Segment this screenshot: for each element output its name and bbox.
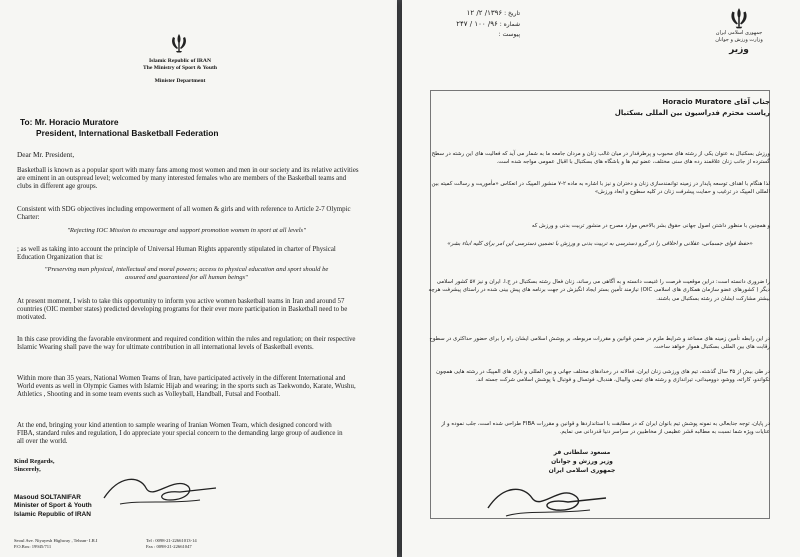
paragraph-3-fa: و همچنین با منظور داشتن اصول جهانی حقوق بشر بالاخص موارد مصرح در منشور تربیت بدنی و ورزش که [531, 223, 770, 229]
number-value: ۹۶/ ۱۰۰ / ۲۴۷ [456, 20, 498, 28]
paragraph-6: Within more than 35 years, National Women Teams of Iran, have participated actively in the different International and World events as well in Olympic Games with Islamic Hijab and wearing; in the sports such as Taekwondo, Karate, Wushu, Athletics , Shooting and in some team events such as Volleyball, Handball, Futsal and Football. [17, 375, 356, 399]
signatory-name: Masoud SOLTANIFAR [14, 494, 81, 501]
paragraph-4-fa: را ضروری دانسته است: دراین موقعیت فرصت را غنیمت دانسته و به آگاهی می رساند، زنان فعال رشته بسکتبال در ج.ا. ایران و نیز ۵۷ کشور اسلامی دیگر ( کشورهای عضو سازمان همکاری های اسلامی OIC) نیازمند تأمین بستر ایجاد انگیزش در جهت برنامه های پیش بینی شده در راستای پیشرفت هرچه بیشتر مشارکت ایشان در رشته بسکتبال می باشند. [428, 279, 770, 302]
recipient-block-fa [470, 97, 770, 119]
iran-emblem-icon [727, 6, 751, 30]
signatory-country: Islamic Republic of IRAN [14, 510, 91, 518]
footer-tel: Tel : 0098-21-22661013-14 [146, 538, 197, 543]
footer-address-line: Seoul Ave. Niyayesh Highway , Tehran- I.R.I [14, 538, 98, 543]
closing-sincerely: Sincerely, [14, 466, 41, 474]
footer-pobox: P.O.Box: 19945/711 [14, 543, 52, 549]
paragraph-1: Basketball is known as a popular sport with many fans among most women and men in our society and its relative activities are eminent in an outspread level; welcomed by many interested females who are members of the Basketball teams and clubs in different age groups. [17, 167, 359, 191]
number-label: شماره : [499, 21, 520, 28]
signatory-block [14, 494, 92, 519]
signatory-country-fa: جمهوری اسلامی ایران [548, 467, 616, 474]
signatory-title-fa: وزیر ورزش و جوانان [551, 458, 613, 465]
paragraph-1-fa: ورزش بسکتبال به عنوان یکی از رشته های محبوب و پرطرفدار در میان غالب زنان و مردان جامعه ما به شمار می آید که فعالیت های این رشته در سطح گسترده از جانب زنان علاقمند رده های سنی مختلف، عضو تیم ها و باشگاه های بسکتبال با اقبال عمومی مواجه شده است. [431, 151, 770, 166]
paragraph-5-fa: در این رابطه تأمین زمینه های مساعد و شرایط ملزم در ضمن قوانین و مقررات مربوطه، بر پوشش اسلامی ایشان راه را برای حضور حداکثری در سطوح رقابت های بین المللی بسکتبال هموار خواهد ساخت. [429, 336, 770, 351]
paragraph-6-fa: در طی بیش از ۳۵ سال گذشته، تیم های ورزشی زنان ایران، فعالانه در رخدادهای مختلف جهانی و بین المللی و بازی های المپیک در رشته هایی همچون تکواندو، کاراته، ووشو، دوومیدانی، تیراندازی و رشته های تیمی والیبال، هندبال، فوتسال و فوتبال با پوشش اسلامی شرکت جسته اند. [436, 369, 770, 384]
quote-fa: «حفظ قوای جسمانی، عقلانی و اخلاقی را در گرو دسترسی به تربیت بدنی و ورزش با تضمین دسترسی این امر برای کلیه ابناء بشر» [447, 241, 753, 247]
signature-mark-fa [482, 478, 612, 525]
signatory-title: Minister of Sport & Youth [14, 502, 92, 510]
date-value: ۱۳۹۶/ ۲/ ۱۲ [466, 9, 503, 17]
footer-contact [146, 538, 197, 549]
persian-header [702, 30, 776, 54]
paragraph-2-fa: لذا هنگام با اهداف توسعه پایدار در زمینه توانمندسازی زنان و دختران و نیز با اشاره به ماده ۲-۷ منشور المپیک در انعکاس «مأموریت و رسالت کمیته بین المللی المپیک در ترغیب و حمایت پیشرفت زنان در کلیه سطوح و ابعاد ورزش» [431, 181, 770, 196]
attachment-label: پیوست : [498, 31, 520, 38]
paragraph-2: Consistent with SDG objectives including empowerment of all women & girls and with reference to Article 2-7 Olympic Charter: [17, 206, 351, 222]
closing-regards: Kind Regards, [14, 458, 55, 465]
salutation: Dear Mr. President, [17, 150, 75, 159]
signatory-name-fa: مسعود سلطانی فر [553, 449, 611, 456]
paragraph-7-fa: در پایان، توجه جنابعالی به نمونه پوشش تیم بانوان ایران که در مطابقت با استانداردها و قوانین و مقررات FIBA طراحی شده است، جلب نموده و از عنایات ویژه شما نسبت به مطالبه قشر عظیمی از مخاطبین در سراسر دنیا قدردانی می نمایم. [441, 421, 770, 436]
english-letter-page [0, 0, 397, 557]
recipient-title-fa: ریاست محترم فدراسیون بین المللی بسکتبال [614, 109, 770, 117]
footer-address [14, 538, 97, 549]
closing [14, 458, 54, 475]
header-ministry-fa: وزارت ورزش و جوانان [715, 36, 763, 43]
recipient-block [20, 117, 218, 139]
header-ministry: The Ministry of Sport & Youth [143, 64, 217, 71]
footer-fax: Fax : 0098-21-22661047 [146, 543, 192, 549]
paragraph-5: In this case providing the favorable environment and required condition within the rules and regulation; on their respective Islamic Wearing shall pave the way for ultimate contribution in all international levels of Basketball events. [17, 336, 356, 352]
recipient-title: President, International Basketball Federation [36, 128, 219, 138]
header-minister-fa: وزیر [729, 45, 749, 55]
header-department: Minister Department [154, 78, 206, 85]
signatory-block-fa [522, 448, 642, 475]
signature-mark [100, 470, 220, 515]
reference-block [410, 8, 520, 40]
quote-2: "Preserving man physical, intellectual and moral powers; access to physical education and sport should be assured and guaranteed for all human beings" [44, 266, 329, 281]
paragraph-4: At present moment, I wish to take this opportunity to inform you active women basketball teams in Iran and around 57 countries (OIC member states) predicted developing programs for their ever more participation in Basketball need to be motivated. [17, 298, 348, 322]
recipient-name: To: Mr. Horacio Muratore [20, 117, 119, 127]
quote-1: "Rejecting IOC Mission to encourage and support promotion women in sport at all levels" [67, 227, 306, 234]
persian-letter-page [402, 0, 800, 557]
date-label: تاریخ : [504, 10, 520, 17]
paragraph-3: ; as well as taking into account the principle of Universal Human Rights apparently stipulated in charter of Physical Education Organization that is: [17, 246, 336, 262]
paragraph-7: At the end, bringing your kind attention to sample wearing of Iranian Women Team, which designed concord with FIBA, standard rules and regulation, I do appreciate your special concern to the demanding large group of audience in all over the world. [17, 422, 343, 446]
header-country-fa: جمهوری اسلامی ایران [715, 30, 763, 36]
header-country: Islamic Republic of IRAN [149, 58, 211, 64]
iran-emblem-icon [168, 32, 190, 54]
recipient-name-fa: جناب آقای Horacio Muratore [662, 98, 770, 106]
